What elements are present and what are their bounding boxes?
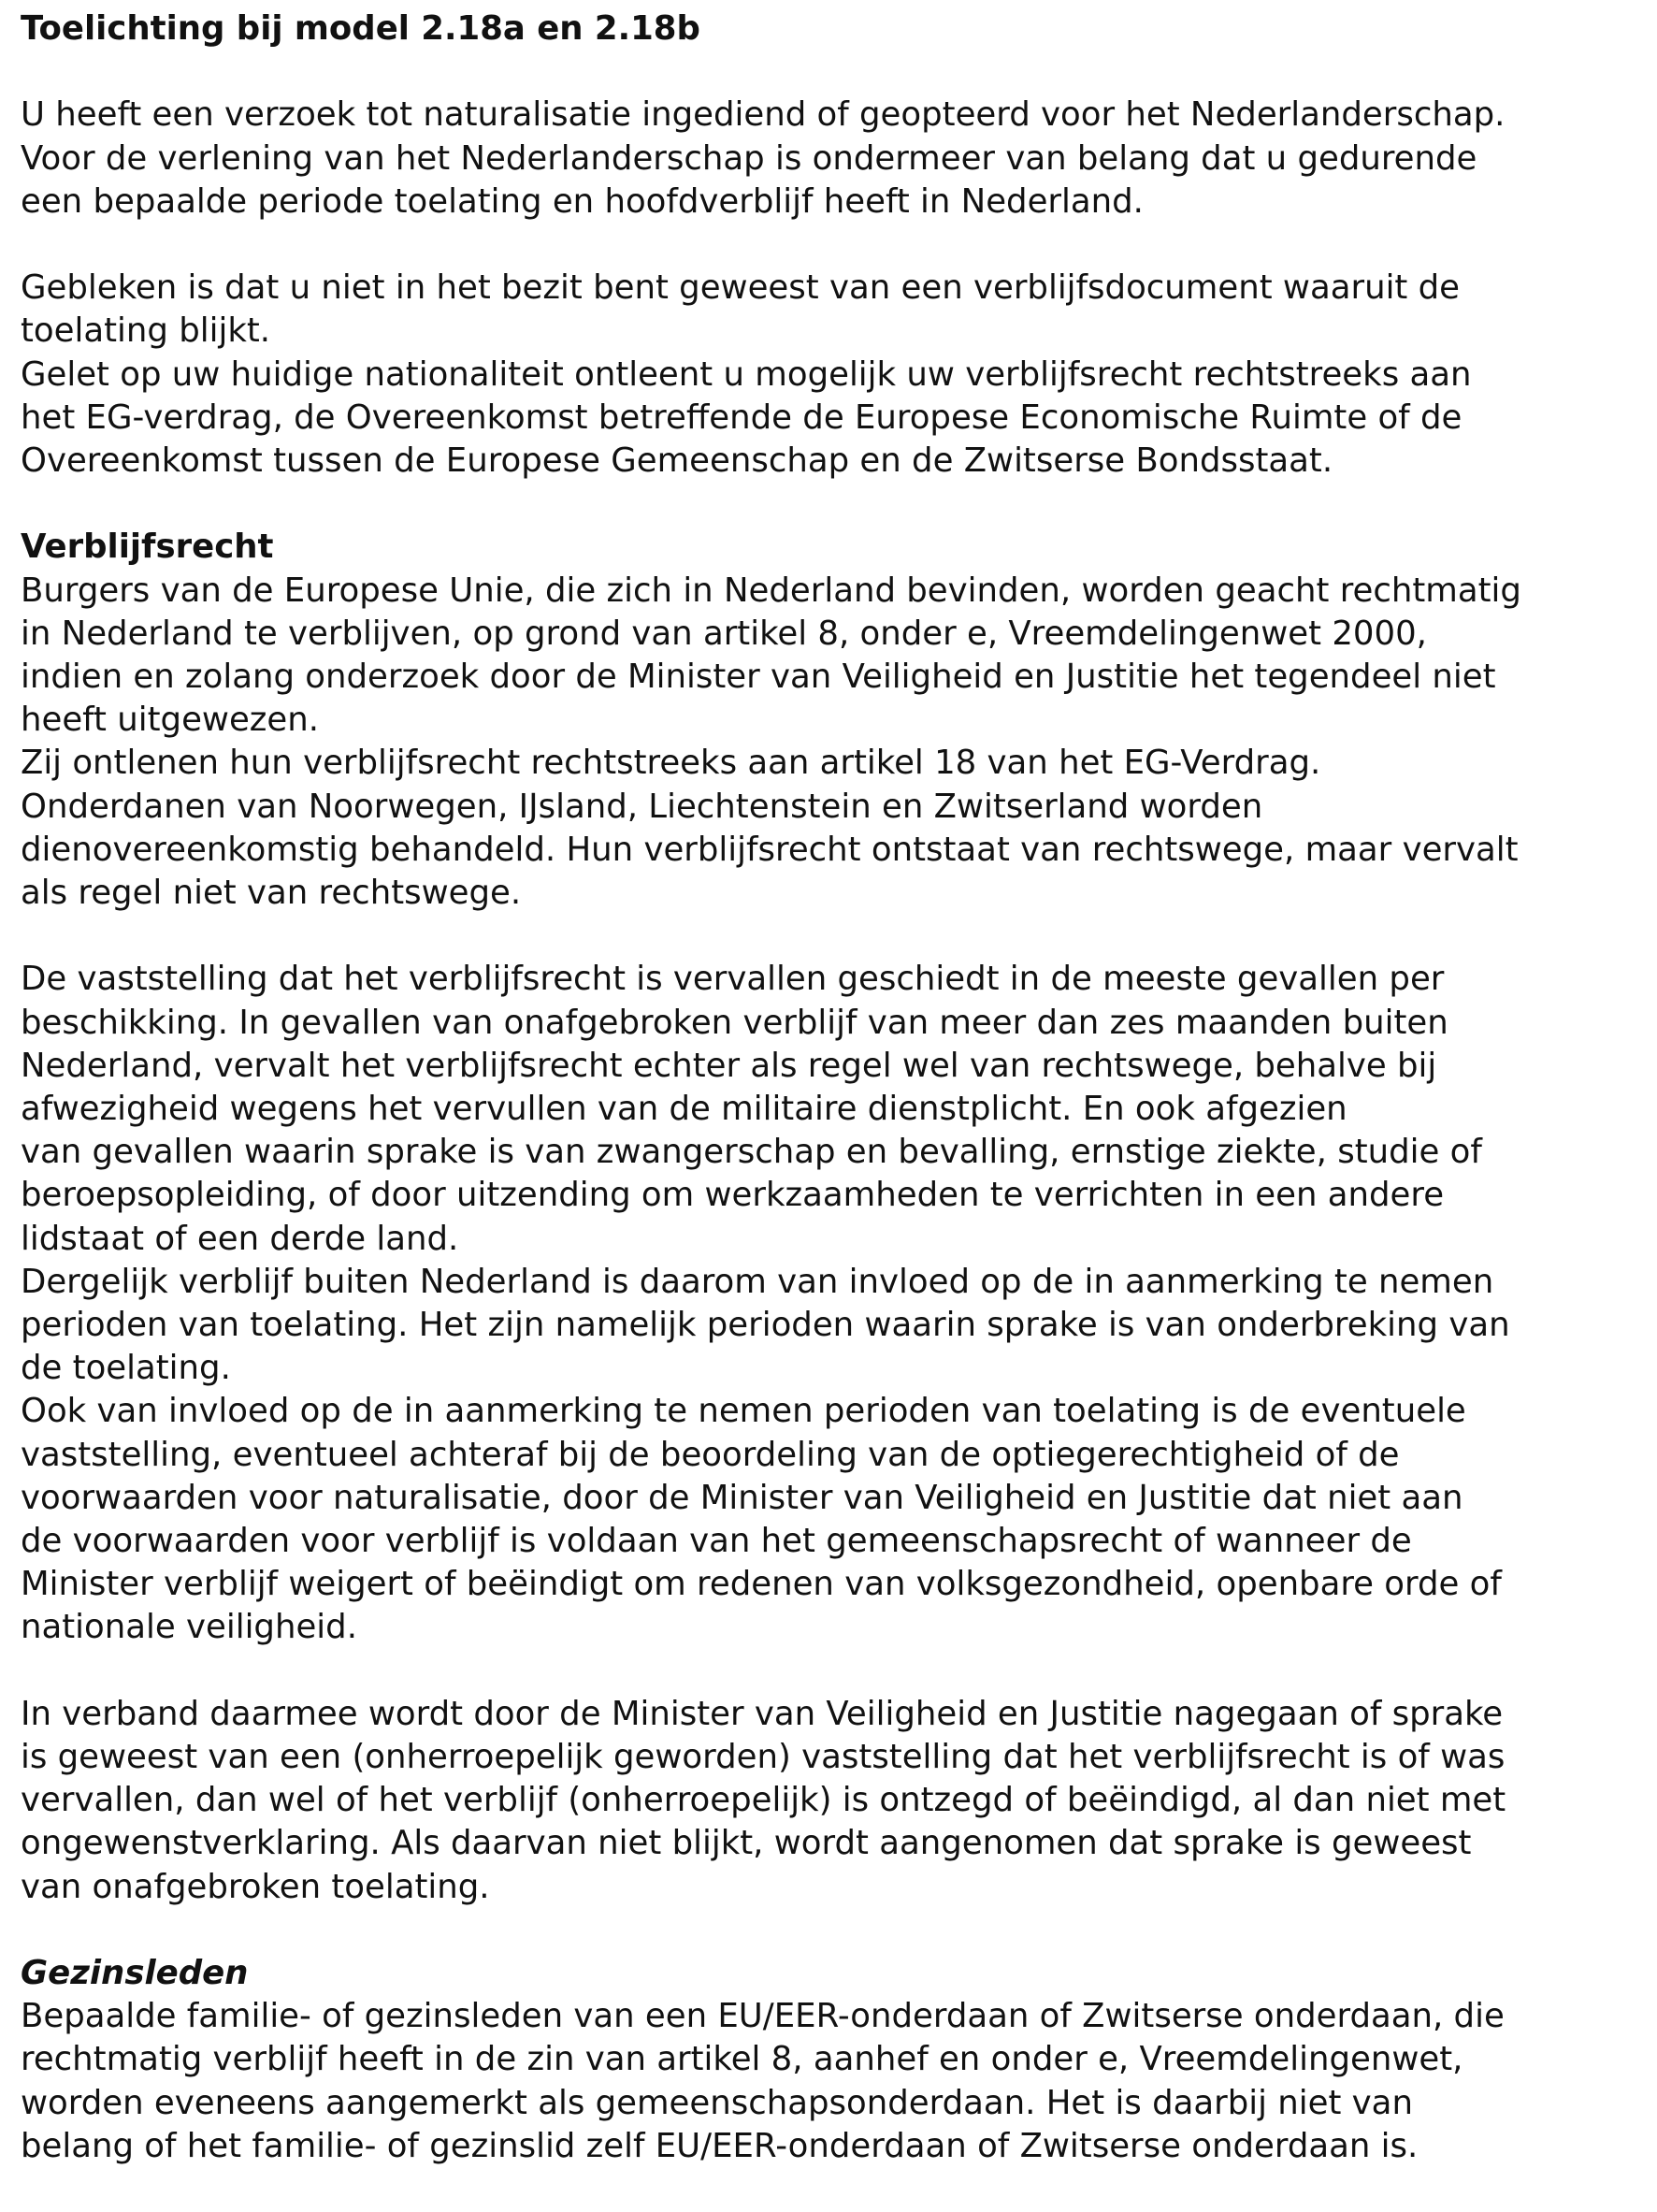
document-title: Toelichting bij model 2.18a en 2.18b xyxy=(21,9,700,48)
intro-paragraph xyxy=(21,94,1648,224)
spacer xyxy=(21,483,1648,526)
text-line: perioden van toelating. Het zijn namelijk perioden waarin sprake is van onderbreking van xyxy=(21,1306,1510,1345)
text-line: U heeft een verzoek tot naturalisatie ingediend of geopteerd voor het Nederlanderschap. xyxy=(21,95,1506,135)
spacer xyxy=(21,224,1648,267)
text-line: dienovereenkomstig behandeld. Hun verblijfsrecht ontstaat van rechtswege, maar vervalt xyxy=(21,830,1519,869)
text-line: Nederland, vervalt het verblijfsrecht echter als regel wel van rechtswege, behalve bij xyxy=(21,1046,1437,1085)
text-line: afwezigheid wegens het vervullen van de militaire dienstplicht. En ook afgezien xyxy=(21,1090,1347,1129)
text-line: in Nederland te verblijven, op grond van artikel 8, onder e, Vreemdelingenwet 2000, xyxy=(21,614,1427,653)
text-line: voorwaarden voor naturalisatie, door de Minister van Veiligheid en Justitie dat niet aan xyxy=(21,1478,1463,1517)
text-line: Ook van invloed op de in aanmerking te nemen perioden van toelating is de eventuele xyxy=(21,1392,1466,1431)
spacer xyxy=(21,1650,1648,1693)
gezinsleden-section xyxy=(21,1952,1648,2168)
spacer xyxy=(21,51,1648,94)
text-line: de voorwaarden voor verblijf is voldaan van het gemeenschapsrecht of wanneer de xyxy=(21,1522,1412,1561)
text-line: van onafgebroken toelating. xyxy=(21,1867,490,1906)
text-line: het EG-verdrag, de Overeenkomst betreffende de Europese Economische Ruimte of de xyxy=(21,398,1462,437)
text-line: lidstaat of een derde land. xyxy=(21,1219,459,1258)
text-line: beschikking. In gevallen van onafgebroken verblijf van meer dan zes maanden buiten xyxy=(21,1003,1448,1042)
spacer xyxy=(21,915,1648,958)
text-line: is geweest van een (onherroepelijk geworden) vaststelling dat het verblijfsrecht is of was xyxy=(21,1738,1506,1777)
text-line: een bepaalde periode toelating en hoofdverblijf heeft in Nederland. xyxy=(21,181,1144,221)
text-line: rechtmatig verblijf heeft in de zin van artikel 8, aanhef en onder e, Vreemdelingenwet, xyxy=(21,2040,1463,2079)
text-line: ongewenstverklaring. Als daarvan niet blijkt, wordt aangenomen dat sprake is geweest xyxy=(21,1824,1472,1863)
text-line: Burgers van de Europese Unie, die zich in Nederland bevinden, worden geacht rechtmatig xyxy=(21,571,1521,610)
text-line: als regel niet van rechtswege. xyxy=(21,874,522,913)
spacer xyxy=(21,1909,1648,1952)
vaststelling-paragraph xyxy=(21,958,1648,1649)
text-line: Overeenkomst tussen de Europese Gemeenschap en de Zwitserse Bondsstaat. xyxy=(21,441,1333,480)
text-line: Gebleken is dat u niet in het bezit bent geweest van een verblijfsdocument waaruit de xyxy=(21,268,1461,308)
text-line: Gelet op uw huidige nationaliteit ontleent u mogelijk uw verblijfsrecht rechtstreeks aan xyxy=(21,354,1472,394)
toelating-paragraph xyxy=(21,267,1648,483)
text-line: vaststelling, eventueel achteraf bij de beoordeling van de optiegerechtigheid of de xyxy=(21,1435,1400,1474)
text-line: vervallen, dan wel of het verblijf (onherroepelijk) is ontzegd of beëindigd, al dan niet met xyxy=(21,1781,1506,1820)
text-line: de toelating. xyxy=(21,1349,231,1388)
text-line: van gevallen waarin sprake is van zwangerschap en bevalling, ernstige ziekte, studie of xyxy=(21,1133,1482,1172)
section-heading: Verblijfsrecht xyxy=(21,528,274,567)
text-line: toelating blijkt. xyxy=(21,311,271,351)
text-line: belang of het familie- of gezinslid zelf EU/EER-onderdaan of Zwitserse onderdaan is. xyxy=(21,2126,1419,2165)
text-line: Onderdanen van Noorwegen, IJsland, Liechtenstein en Zwitserland worden xyxy=(21,787,1263,826)
text-line: Minister verblijf weigert of beëindigt om redenen van volksgezondheid, openbare orde of xyxy=(21,1565,1502,1604)
text-line: worden eveneens aangemerkt als gemeenschapsonderdaan. Het is daarbij niet van xyxy=(21,2083,1413,2122)
document-page xyxy=(21,7,1648,2168)
text-line: Voor de verlening van het Nederlanderschap is ondermeer van belang dat u gedurende xyxy=(21,138,1477,178)
text-line: De vaststelling dat het verblijfsrecht is vervallen geschiedt in de meeste gevallen per xyxy=(21,960,1445,999)
section-heading: Gezinsleden xyxy=(21,1954,249,1993)
text-line: heeft uitgewezen. xyxy=(21,701,320,740)
text-line: beroepsopleiding, of door uitzending om werkzaamheden te verrichten in een andere xyxy=(21,1176,1445,1215)
text-line: Zij ontlenen hun verblijfsrecht rechtstreeks aan artikel 18 van het EG-Verdrag. xyxy=(21,744,1321,783)
text-line: Dergelijk verblijf buiten Nederland is daarom van invloed op de in aanmerking te nemen xyxy=(21,1262,1494,1301)
verband-paragraph xyxy=(21,1693,1648,1909)
verblijfsrecht-section xyxy=(21,526,1648,915)
text-line: Bepaalde familie- of gezinsleden van een EU/EER-onderdaan of Zwitserse onderdaan, die xyxy=(21,1997,1505,2036)
text-line: indien en zolang onderzoek door de Minister van Veiligheid en Justitie het tegendeel niet xyxy=(21,658,1496,696)
text-line: In verband daarmee wordt door de Minister van Veiligheid en Justitie nagegaan of sprake xyxy=(21,1694,1504,1733)
text-line: nationale veiligheid. xyxy=(21,1608,357,1647)
